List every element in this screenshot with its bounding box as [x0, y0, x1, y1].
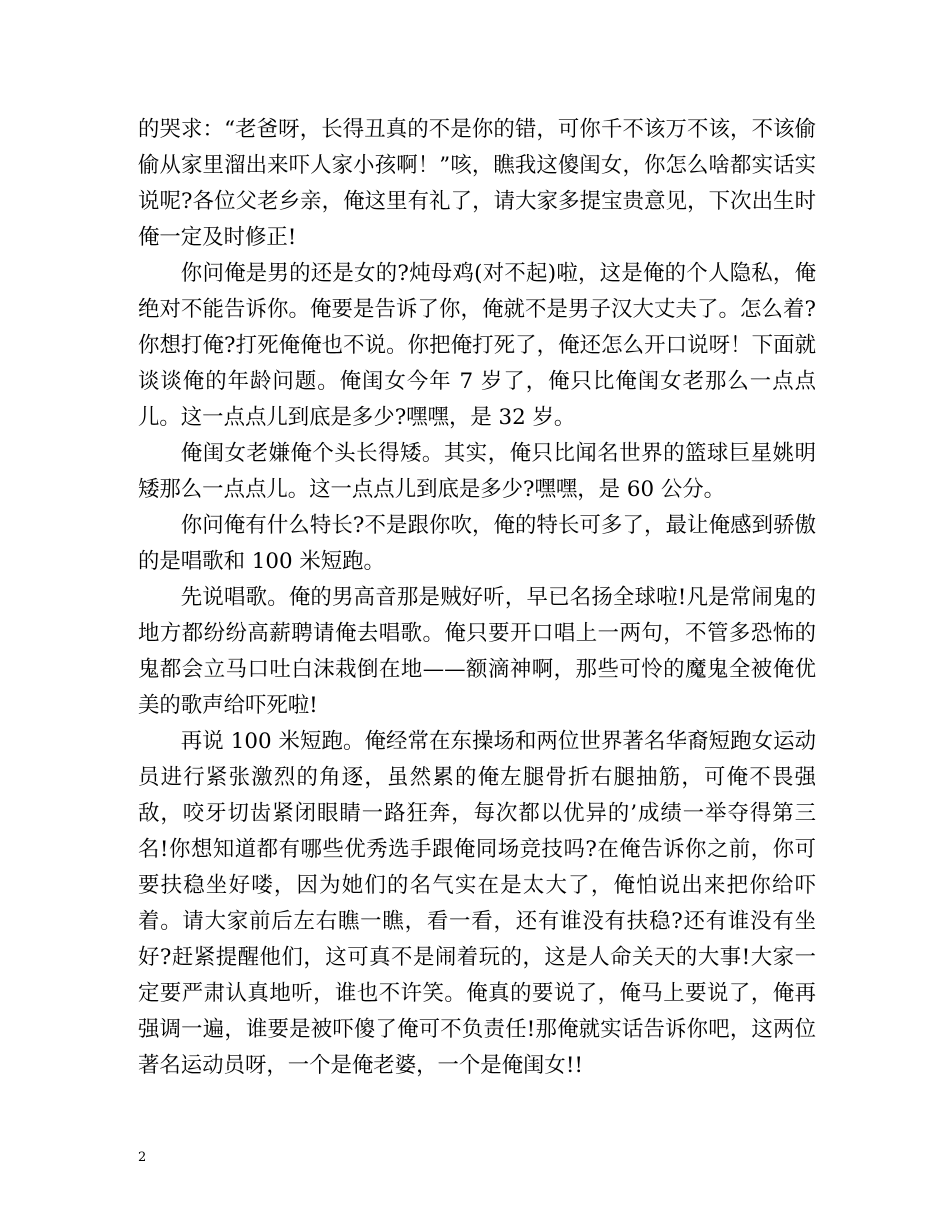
paragraph-2: 你问俺是男的还是女的?炖母鸡(对不起)啦，这是俺的个人隐私，俺绝对不能告诉你。俺要是告诉了你，俺就不是男子汉大丈夫了。怎么着?你想打俺?打死俺俺也不说。你把俺打死了，俺还怎么开口说呀！下面就谈谈俺的年龄问题。俺闺女今年 7 岁了，俺只比俺闺女老那么一点点儿。这一点点儿到底是多少?嘿嘿，是 32 岁。	[138, 261, 816, 430]
paragraph-4: 你问俺有什么特长?不是跟你吹，俺的特长可多了，最让俺感到骄傲的是唱歌和 100 米短跑。	[138, 513, 816, 574]
document-body	[138, 112, 816, 1084]
paragraph-5: 先说唱歌。俺的男高音那是贼好听，早已名扬全球啦!凡是常闹鬼的地方都纷纷高薪聘请俺去唱歌。俺只要开口唱上一两句，不管多恐怖的鬼都会立马口吐白沫栽倒在地——额滴神啊，那些可怜的魔鬼全被俺优美的歌声给吓死啦!	[138, 585, 816, 718]
page-number: 2	[138, 1150, 147, 1165]
paragraph-6: 再说 100 米短跑。俺经常在东操场和两位世界著名华裔短跑女运动员进行紧张激烈的角逐，虽然累的俺左腿骨折右腿抽筋，可俺不畏强敌，咬牙切齿紧闭眼睛一路狂奔，每次都以优异的’成绩一举夺得第三名!你想知道都有哪些优秀选手跟俺同场竞技吗?在俺告诉你之前，你可要扶稳坐好喽，因为她们的名气实在是太大了，俺怕说出来把你给吓着。请大家前后左右瞧一瞧，看一看，还有谁没有扶稳?还有谁没有坐好?赶紧提醒他们，这可真不是闹着玩的，这是人命关天的大事!大家一定要严肃认真地听，谁也不许笑。俺真的要说了，俺马上要说了，俺再强调一遍，谁要是被吓傻了俺可不负责任!那俺就实话告诉你吧，这两位著名运动员呀，一个是俺老婆，一个是俺闺女!!	[138, 729, 816, 1078]
paragraph-1: 的哭求：“老爸呀，长得丑真的不是你的错，可你千不该万不该，不该偷偷从家里溜出来吓人家小孩啊！”咳，瞧我这傻闺女，你怎么啥都实话实说呢?各位父老乡亲，俺这里有礼了，请大家多提宝贵意见，下次出生时俺一定及时修正!	[138, 117, 816, 250]
paragraph-3: 俺闺女老嫌俺个头长得矮。其实，俺只比闻名世界的篮球巨星姚明矮那么一点点儿。这一点点儿到底是多少?嘿嘿，是 60 公分。	[138, 441, 816, 502]
